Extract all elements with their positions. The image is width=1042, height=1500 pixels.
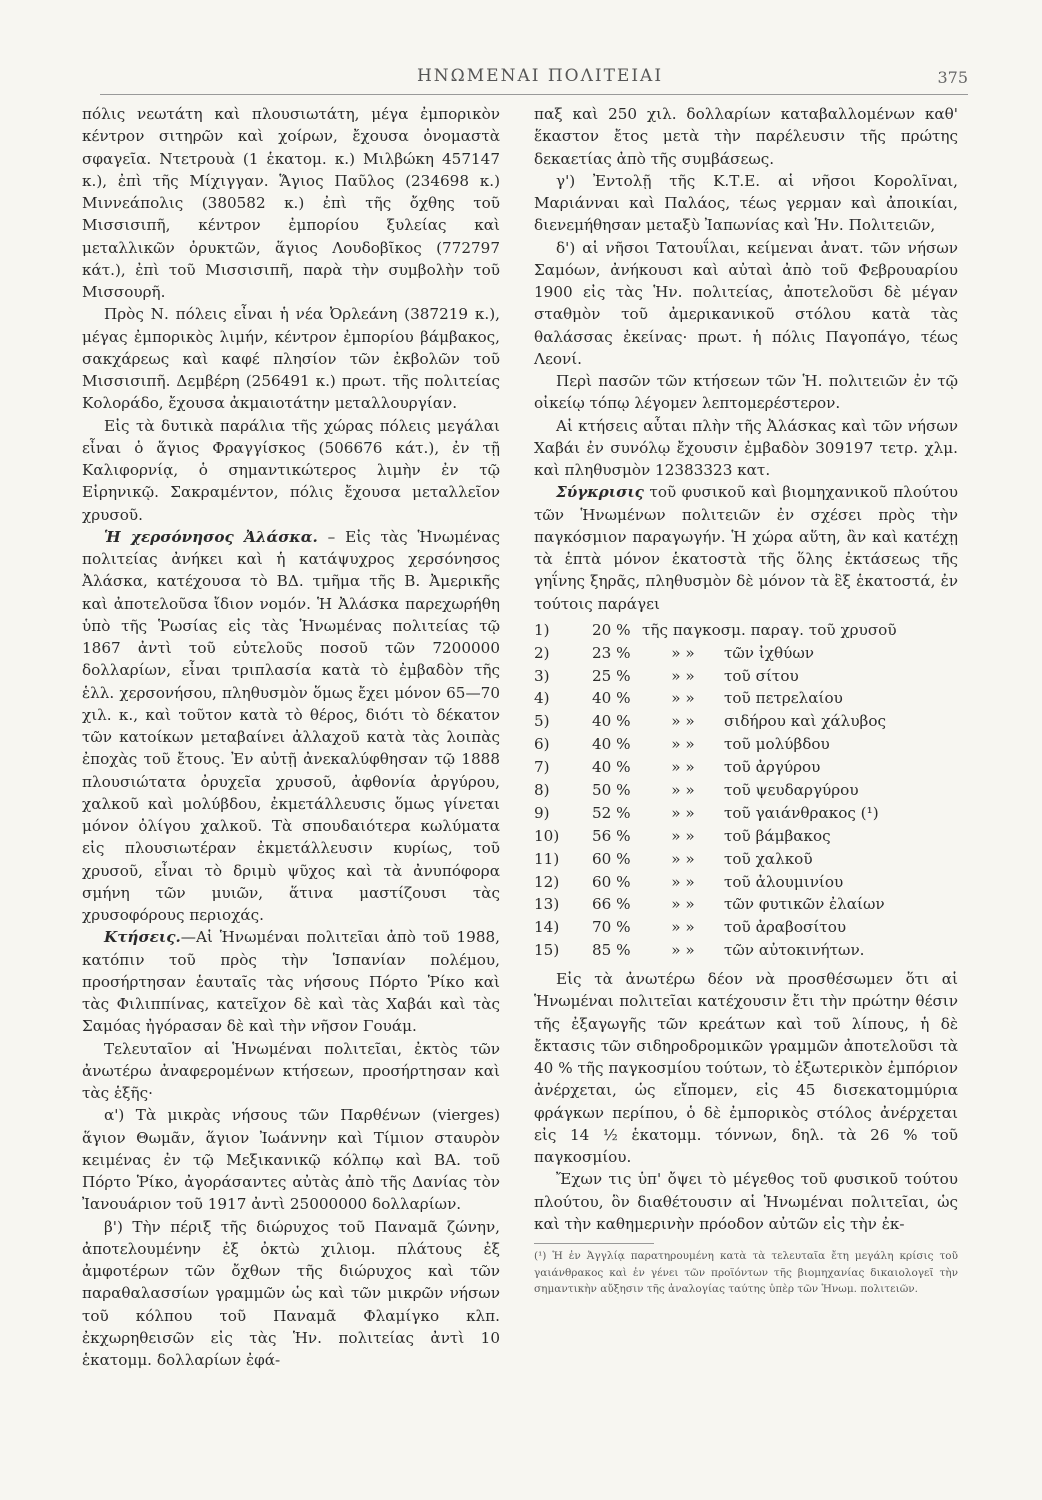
list-item <box>534 802 958 825</box>
item-number: 10) <box>534 826 560 845</box>
item-text: τῶν αὐτοκινήτων. <box>724 941 865 960</box>
list-item <box>534 893 958 916</box>
paragraph-text: —Αἱ Ἡνωμέναι πολιτεῖαι ἀπὸ τοῦ 1988, κατόπιν τοῦ πρὸς τὴν Ἱσπανίαν πολέμου, προσήρτησαν ἑαυταῖς τὰς νήσους Πόρτο Ῥίκο καὶ τὰς Φιλιππίνας, κατεῖχον δὲ καὶ τὰς Χαβάι καὶ τὰς Σαμόας ἠγόρασαν δὲ καὶ τὴν νῆσον Γουάμ. <box>82 928 500 1036</box>
item-percent: 56 % <box>592 826 631 845</box>
list-item <box>534 733 958 756</box>
item-percent: 70 % <box>592 918 631 937</box>
item-mark: » » <box>671 941 695 960</box>
list-item <box>534 916 958 939</box>
item-text: τῶν ἰχθύων <box>724 643 814 662</box>
item-mark: τῆς παγκοσμ. παραγ. <box>642 620 805 639</box>
item-text: σιδήρου καὶ χάλυβος <box>724 712 886 731</box>
paragraph: Εἰς τὰ δυτικὰ παράλια τῆς χώρας πόλεις μεγάλαι εἶναι ὁ ἅγιος Φραγγίσκος (506676 κάτ.), ἐν τῇ Καλιφορνίᾳ, ὁ σημαντικώτερος λιμὴν ἐν τῷ Εἰρηνικῷ. Σακραμέντον, πόλις ἔχουσα μεταλλεῖον χρυσοῦ. <box>82 416 500 524</box>
item-number: 8) <box>534 780 550 799</box>
item-mark: » » <box>671 735 695 754</box>
item-number: 2) <box>534 643 550 662</box>
item-text: τοῦ πετρελαίου <box>724 689 843 708</box>
footnote: (¹) Ἡ ἐν Ἀγγλίᾳ παρατηρουμένη κατὰ τὰ τελευταῖα ἔτη μεγάλη κρίσις τοῦ γαιάνθρακος καὶ ἐν γένει τῶν προϊόντων τῆς βιομηχανίας δικαιολογεῖ τὴν σημαντικὴν αὔξησιν τῆς ἀναλογίας ταύτης ὑπὲρ τῶν Ἡνωμ. πολιτειῶν. <box>534 1250 958 1296</box>
left-column <box>82 103 500 1371</box>
item-mark: » » <box>671 758 695 777</box>
right-column <box>534 103 958 1298</box>
list-item <box>534 779 958 802</box>
item-percent: 23 % <box>592 643 631 662</box>
item-mark: » » <box>671 849 695 868</box>
section-label-alaska: Ἡ χερσόνησος Ἀλάσκα. <box>104 527 318 546</box>
paragraph: Αἱ κτήσεις αὗται πλὴν τῆς Ἀλάσκας καὶ τῶν νήσων Χαβάι ἐν συνόλῳ ἔχουσιν ἐμβαδὸν 309197 τετρ. χλμ. καὶ πληθυσμὸν 12383323 κατ. <box>534 416 958 479</box>
paragraph: β') Τὴν πέριξ τῆς διώρυχος τοῦ Παναμᾶ ζώνην, ἀποτελουμένην ἐξ ὀκτὼ χιλιομ. πλάτους ἐξ ἀμφοτέρων τῶν ὄχθων τῆς διώρυχος καὶ τῶν παραθαλασσίων γραμμῶν ὡς καὶ τῶν μικρῶν νήσων τοῦ κόλπου τοῦ Παναμᾶ Φλαμίγκο κλπ. ἐκχωρηθεισῶν εἰς τὰς Ἡν. πολιτείας ἀντὶ 10 ἑκατομμ. δολλαρίων ἐφά- <box>82 1217 500 1369</box>
item-text: τοῦ βάμβακος <box>724 826 831 845</box>
item-number: 13) <box>534 895 560 914</box>
footnote-rule <box>534 1243 654 1244</box>
item-percent: 60 % <box>592 872 631 891</box>
item-number: 6) <box>534 735 550 754</box>
item-number: 14) <box>534 918 560 937</box>
running-header <box>100 62 980 90</box>
section-label-possessions: Κτήσεις. <box>104 928 181 947</box>
item-percent: 50 % <box>592 780 631 799</box>
item-number: 15) <box>534 941 560 960</box>
paragraph-text: τοῦ φυσικοῦ καὶ βιομηχανικοῦ πλούτου τῶν Ἡνωμένων πολιτειῶν ἐν σχέσει πρὸς τὴν παγκόσμιον παραγωγήν. Ἡ χώρα αὕτη, ἂν καὶ κατέχῃ τὰ ἑπτὰ μόνον ἑκατοστὰ τῆς ὅλης ἐκτάσεως τῆς γηΐνης ξηρᾶς, πληθυσμὸν δὲ μόνον τὰ ἓξ ἑκατοστά, ἐν τούτοις παράγει <box>534 483 958 613</box>
item-text: τοῦ σίτου <box>724 666 799 685</box>
paragraph: πόλις νεωτάτη καὶ πλουσιωτάτη, μέγα ἐμπορικὸν κέντρον σιτηρῶν καὶ χοίρων, ἔχουσα ὀνομαστὰ σφαγεῖα. Ντετρουὰ (1 ἑκατομ. κ.) Μιλβώκη 457147 κ.), ἐπὶ τῆς Μίχιγγαν. Ἅγιος Παῦλος (234698 κ.) Μιννεάπολις (380582 κ.) ἐπὶ τῆς ὄχθης τοῦ Μισσισιπῆ, κέντρον ἐμπορίου ξυλείας καὶ μεταλλικῶν ὀρυκτῶν, ἅγιος Λουδοβῖκος (772797 κάτ.), ἐπὶ τοῦ Μισσισιπῆ, παρὰ τὴν συμβολὴν τοῦ Μισσουρῆ. <box>82 105 500 301</box>
section-label-comparison: Σύγκρισις <box>556 483 644 502</box>
item-number: 11) <box>534 849 560 868</box>
item-number: 9) <box>534 803 550 822</box>
list-item <box>534 939 958 962</box>
running-title: ΗΝΩΜΕΝΑΙ ΠΟΛΙΤΕΙΑΙ <box>416 66 664 86</box>
page-number: 375 <box>937 68 968 87</box>
item-percent: 40 % <box>592 689 631 708</box>
list-item <box>534 619 958 642</box>
item-percent: 40 % <box>592 758 631 777</box>
paragraph: Πρὸς Ν. πόλεις εἶναι ἡ νέα Ὀρλεάνη (387219 κ.), μέγας ἐμπορικὸς λιμήν, κέντρον ἐμπορίου βάμβακος, σακχάρεως καὶ καφέ πλησίον τῶν ἐκβολῶν τοῦ Μισσισιπῆ. Δεμβέρη (256491 κ.) πρωτ. τῆς πολιτείας Κολοράδο, ἔχουσα ἀκμαιοτάτην μεταλλουργίαν. <box>82 305 500 413</box>
item-mark: » » <box>671 643 695 662</box>
item-percent: 66 % <box>592 895 631 914</box>
item-number: 1) <box>534 620 550 639</box>
item-mark: » » <box>671 780 695 799</box>
paragraph-comparison <box>534 481 958 615</box>
item-percent: 40 % <box>592 712 631 731</box>
list-item <box>534 665 958 688</box>
item-number: 4) <box>534 689 550 708</box>
paragraph: παξ καὶ 250 χιλ. δολλαρίων καταβαλλομένων καθ' ἕκαστον ἔτος μετὰ τὴν παρέλευσιν τῆς πρώτης δεκαετίας ἀπὸ τῆς συμβάσεως. <box>534 105 958 168</box>
item-text: τοῦ χρυσοῦ <box>808 620 897 639</box>
list-item <box>534 871 958 894</box>
paragraph: δ') αἱ νῆσοι Τατουΐλαι, κείμεναι ἀνατ. τῶν νήσων Σαμόων, ἀνήκουσι καὶ αὐταὶ ἀπὸ τοῦ Φεβρουαρίου 1900 εἰς τὰς Ἡν. πολιτείας, ἀποτελοῦσι δὲ μέγαν σταθμὸν τοῦ ἀμερικανικοῦ στόλου κατὰ τὰς θαλάσσας ἐκείνας· πρωτ. ἡ πόλις Παγοπάγο, τέως Λεονί. <box>534 238 958 368</box>
paragraph: Εἰς τὰ ἀνωτέρω δέον νὰ προσθέσωμεν ὅτι αἱ Ἡνωμέναι πολιτεῖαι κατέχουσιν ἔτι τὴν πρώτην θέσιν τῆς ἐξαγωγῆς τῶν κρεάτων καὶ τοῦ λίπους, ἡ δὲ ἔκτασις τῶν σιδηροδρομικῶν γραμμῶν ἀποτελοῦσι τὰ 40 % τῆς παγκοσμίου τούτων, τὸ ἐξωτερικὸν ἐμπόριον ἀνέρχεται, ὡς εἴπομεν, εἰς 45 δισεκατομμύρια φράγκων περίπου, ὁ δὲ ἐμπορικὸς στόλος ἀνέρχεται εἰς 14 ½ ἑκατομμ. τόννων, δηλ. τὰ 26 % τοῦ παγκοσμίου. <box>534 970 958 1167</box>
item-label <box>642 619 958 641</box>
paragraph-possessions <box>82 926 500 1037</box>
item-percent: 60 % <box>592 849 631 868</box>
paragraph: γ') Ἐντολῇ τῆς Κ.Τ.Ε. αἱ νῆσοι Κορολῖναι, Μαριάνναι καὶ Παλάος, τέως γερμαν καὶ ἀποικίαι, διενεμήθησαν μεταξὺ Ἰαπωνίας καὶ Ἡν. Πολιτειῶν, <box>534 171 958 235</box>
header-rule <box>100 94 968 95</box>
item-text: τοῦ ἀργύρου <box>724 758 821 777</box>
item-mark: » » <box>671 872 695 891</box>
paragraph: Τελευταῖον αἱ Ἡνωμέναι πολιτεῖαι, ἐκτὸς τῶν ἀνωτέρω ἀναφερομένων κτήσεων, προσήρτησαν καὶ τὰς ἑξῆς· <box>82 1039 500 1102</box>
item-mark: » » <box>671 689 695 708</box>
paragraph: Ἔχων τις ὑπ' ὄψει τὸ μέγεθος τοῦ φυσικοῦ τούτου πλούτου, ὃν διαθέτουσιν αἱ Ἡνωμέναι πολιτεῖαι, ὡς καὶ τὴν καθημερινὴν πρόοδον αὐτῶν εἰς τὴν ἐκ- <box>534 1170 958 1233</box>
item-number: 5) <box>534 712 550 731</box>
item-number: 3) <box>534 666 550 685</box>
paragraph: Περὶ πασῶν τῶν κτήσεων τῶν Ἡ. πολιτειῶν ἐν τῷ οἰκείῳ τόπῳ λέγομεν λεπτομερέστερον. <box>534 372 958 413</box>
item-number: 7) <box>534 758 550 777</box>
item-mark: » » <box>671 826 695 845</box>
list-item <box>534 825 958 848</box>
item-text: τοῦ χαλκοῦ <box>724 849 813 868</box>
item-text: τοῦ ψευδαργύρου <box>724 780 859 799</box>
item-percent: 52 % <box>592 803 631 822</box>
item-mark: » » <box>671 666 695 685</box>
item-text: τοῦ γαιάνθρακος (¹) <box>724 803 879 822</box>
list-item <box>534 710 958 733</box>
item-percent: 25 % <box>592 666 631 685</box>
item-text: τῶν φυτικῶν ἐλαίων <box>724 895 885 914</box>
paragraph-alaska <box>82 526 500 927</box>
list-item <box>534 642 958 665</box>
item-text: τοῦ ἀλουμινίου <box>724 872 844 891</box>
item-mark: » » <box>671 918 695 937</box>
list-item <box>534 687 958 710</box>
item-number: 12) <box>534 872 560 891</box>
paragraph-text: – Εἰς τὰς Ἡνωμένας πολιτείας ἀνήκει καὶ ἡ κατάψυχρος χερσόνησος Ἀλάσκα, κατέχουσα τὸ ΒΔ. τμῆμα τῆς Β. Ἀμερικῆς καὶ ἀποτελοῦσα ἴδιον νομόν. Ἡ Ἀλάσκα παρεχωρήθη ὑπὸ τῆς Ῥωσίας εἰς τὰς Ἡνωμένας πολιτείας τῷ 1867 ἀντὶ τοῦ εὐτελοῦς ποσοῦ τῶν 7200000 δολλαρίων, εἶναι τριπλασία κατὰ τὸ ἐμβαδὸν τῆς ἑλλ. χερσονήσου, πληθυσμὸν ὅμως ἔχει μόνον 65—70 χιλ. κ., καὶ τοῦτον κατὰ τὸ θέρος, διότι τὸ δέκατον τῶν κατοίκων μεταβαίνει ἀλλαχοῦ κατὰ τὰς λοιπὰς ἐποχὰς τοῦ ἔτους. Ἐν αὐτῇ ἀνεκαλύφθησαν τῷ 1888 πλουσιώτατα ὀρυχεῖα χρυσοῦ, ἀφθονία ἀργύρου, χαλκοῦ καὶ μολύβδου, ἐκμετάλλευσις ὅμως γίνεται μόνον ὀλίγου χαλκοῦ. Τὰ σπουδαιότερα κωλύματα εἰς πλουσιωτέραν ἐκμετάλλευσιν κυρίως, τοῦ χρυσοῦ, εἶναι τὸ δριμὺ ψῦχος καὶ τὰ ἀνυπόφορα σμήνη τῶν μυιῶν, ἅτινα μαστίζουσι τὰς χρυσοφόρους περιοχάς. <box>82 527 500 924</box>
item-percent: 85 % <box>592 941 631 960</box>
item-text: τοῦ ἀραβοσίτου <box>724 918 847 937</box>
item-text: τοῦ μολύβδου <box>724 735 830 754</box>
item-mark: » » <box>671 803 695 822</box>
paragraph: α') Τὰ μικρὰς νήσους τῶν Παρθένων (vierges) ἅγιον Θωμᾶν, ἅγιον Ἰωάννην καὶ Τίμιον σταυρὸν κειμένας ἐν τῷ Μεξικανικῷ κόλπῳ καὶ ΒΑ. τοῦ Πόρτο Ῥίκο, ἀγοράσαντες αὐτὰς ἀπὸ τῆς Δανίας τὸν Ἰανουάριον τοῦ 1917 ἀντὶ 25000000 δολλαρίων. <box>82 1106 500 1214</box>
item-mark: » » <box>671 712 695 731</box>
item-mark: » » <box>671 895 695 914</box>
list-item <box>534 848 958 871</box>
item-percent: 40 % <box>592 735 631 754</box>
list-item <box>534 756 958 779</box>
production-list <box>534 619 958 962</box>
item-percent: 20 % <box>592 620 631 639</box>
